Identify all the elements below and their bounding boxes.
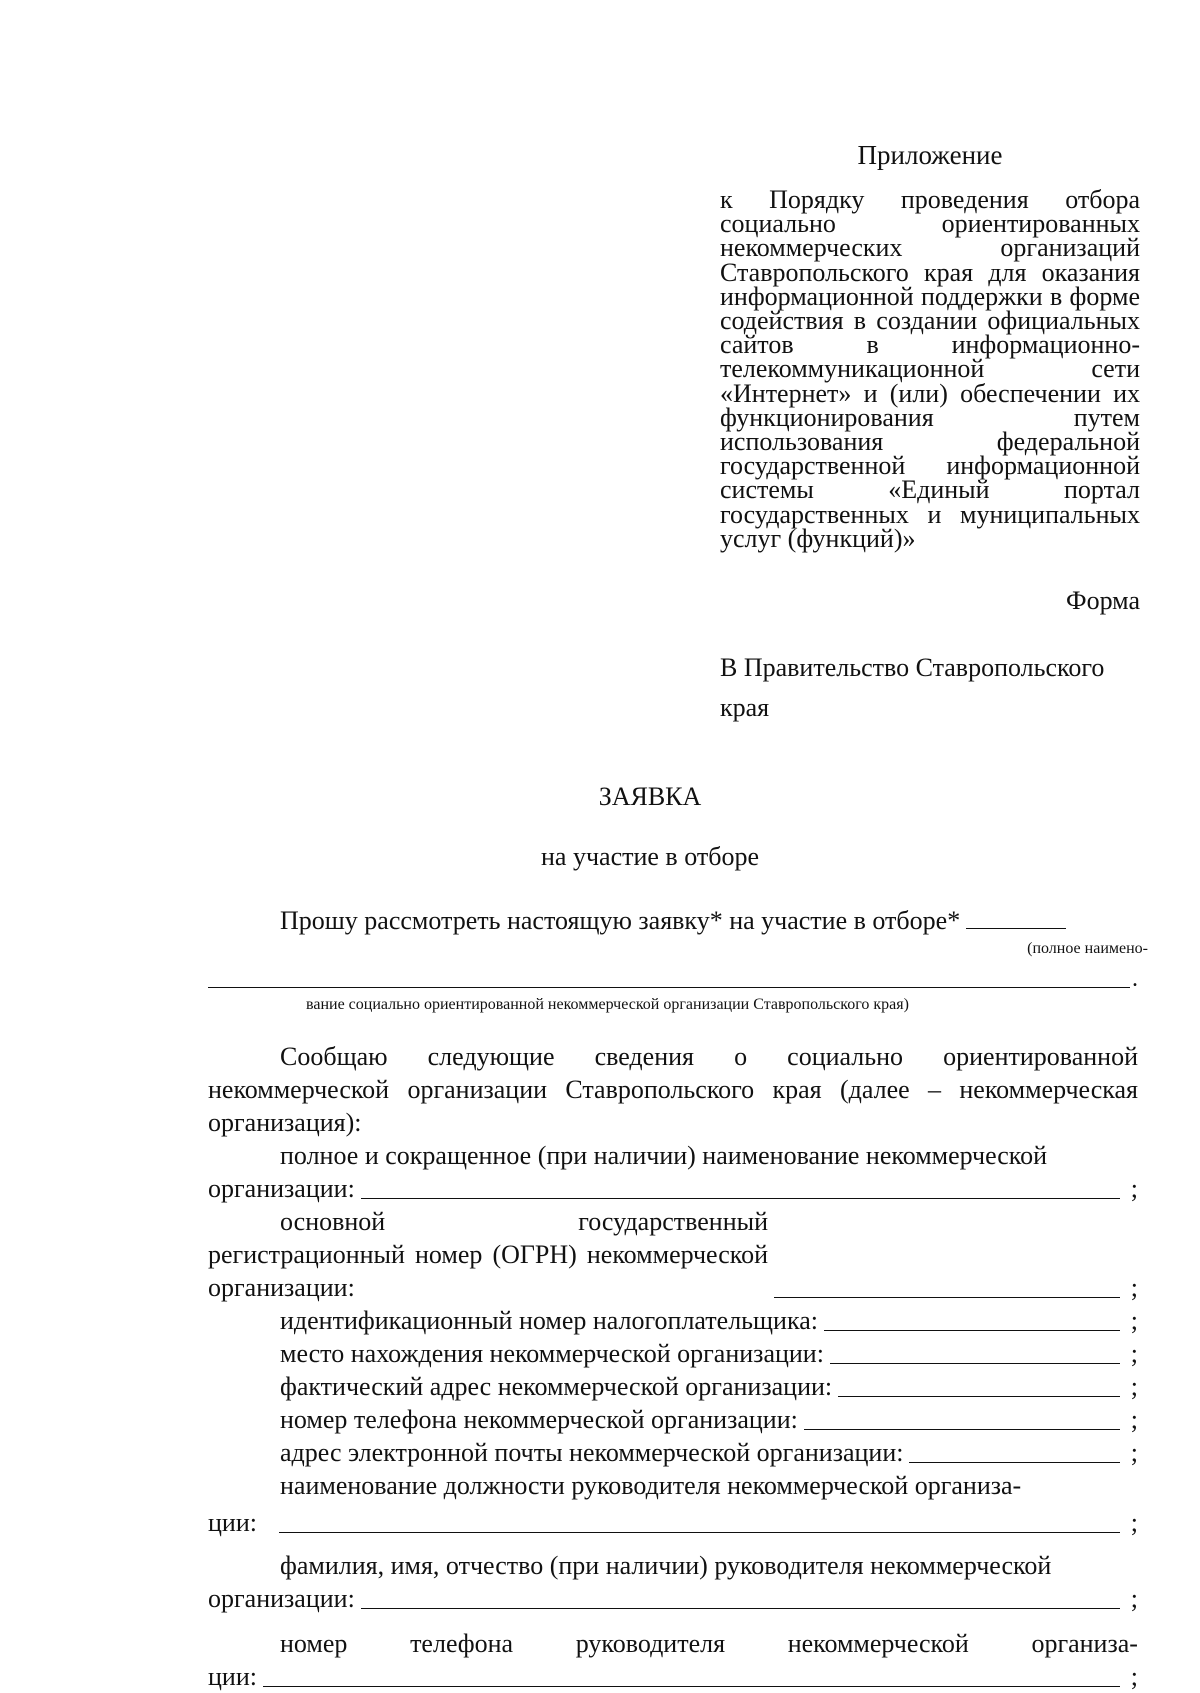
- field-full-name-label: полное и сокращенное (при наличии) наименование некоммерческой: [280, 1141, 1048, 1170]
- field-head-name: организации: ;: [208, 1584, 1138, 1613]
- organization-name-blank[interactable]: [966, 904, 1066, 929]
- document-title: ЗАЯВКА: [598, 782, 702, 811]
- request-text: Прошу рассмотреть настоящую заявку* на участие в отборе*: [280, 906, 961, 935]
- document-subtitle: на участие в отборе: [541, 842, 759, 871]
- location-blank[interactable]: [830, 1339, 1120, 1364]
- intro-paragraph: Сообщаю следующие сведения о социально ориентированной некоммерческой организации Ставропольского края (далее – некоммерческая организация):: [208, 1042, 1138, 1137]
- field-head-position-label: наименование должности руководителя некоммерческой организа-: [280, 1471, 1022, 1500]
- appendix-title: Приложение: [857, 140, 1003, 170]
- organization-name-line-end: .: [1132, 966, 1138, 992]
- field-ogrn: основной государственный регистрационный номер (ОГРН) некоммерческой организации: ;: [208, 1207, 1138, 1302]
- inn-blank[interactable]: [824, 1306, 1120, 1331]
- appendix-text: к Порядку проведения отбора социально ориентированных некоммерческих организаций Ставропольского края для оказания информационной поддержки в форме содействия в создании официальных сайтов в информационно-телекоммуникационной сети «Интернет» и (или) обеспечении их функционирования путем использования федеральной государственной информационной системы «Единый портал государственных и муниципальных услуг (функций)»: [720, 185, 1140, 553]
- email-blank[interactable]: [909, 1438, 1120, 1463]
- request-line: [280, 904, 1140, 936]
- field-head-phone: ции: ;: [208, 1662, 1138, 1691]
- head-phone-blank[interactable]: [263, 1662, 1120, 1687]
- organization-name-line[interactable]: [208, 987, 1130, 988]
- field-actual-address: фактический адрес некоммерческой организации: ;: [280, 1372, 1138, 1401]
- organization-details: [208, 1040, 1138, 1693]
- form-label: Форма: [1066, 586, 1140, 615]
- ogrn-blank[interactable]: [774, 1273, 1120, 1298]
- field-phone: номер телефона некоммерческой организации: ;: [280, 1405, 1138, 1434]
- head-position-blank[interactable]: [279, 1508, 1120, 1533]
- field-full-name: организации: ;: [208, 1174, 1138, 1203]
- phone-blank[interactable]: [804, 1405, 1120, 1430]
- note-full-name-start: (полное наимено-: [1027, 940, 1148, 957]
- actual-address-blank[interactable]: [838, 1372, 1120, 1397]
- field-head-position: ции: ;: [208, 1508, 1138, 1537]
- field-email: адрес электронной почты некоммерческой организации: ;: [280, 1438, 1138, 1467]
- field-head-phone-label: номер телефона руководителя некоммерческой организа-: [280, 1629, 1138, 1658]
- head-name-blank[interactable]: [361, 1584, 1120, 1609]
- field-head-name-label: фамилия, имя, отчество (при наличии) руководителя некоммерческой: [280, 1551, 1052, 1580]
- full-name-blank[interactable]: [361, 1174, 1120, 1199]
- field-location: место нахождения некоммерческой организации: ;: [280, 1339, 1138, 1368]
- addressee: В Правительство Ставропольского края: [720, 653, 1105, 722]
- field-inn: идентификационный номер налогоплательщика: ;: [280, 1306, 1138, 1335]
- note-full-name-end: вание социально ориентированной некоммерческой организации Ставропольского края): [306, 996, 909, 1013]
